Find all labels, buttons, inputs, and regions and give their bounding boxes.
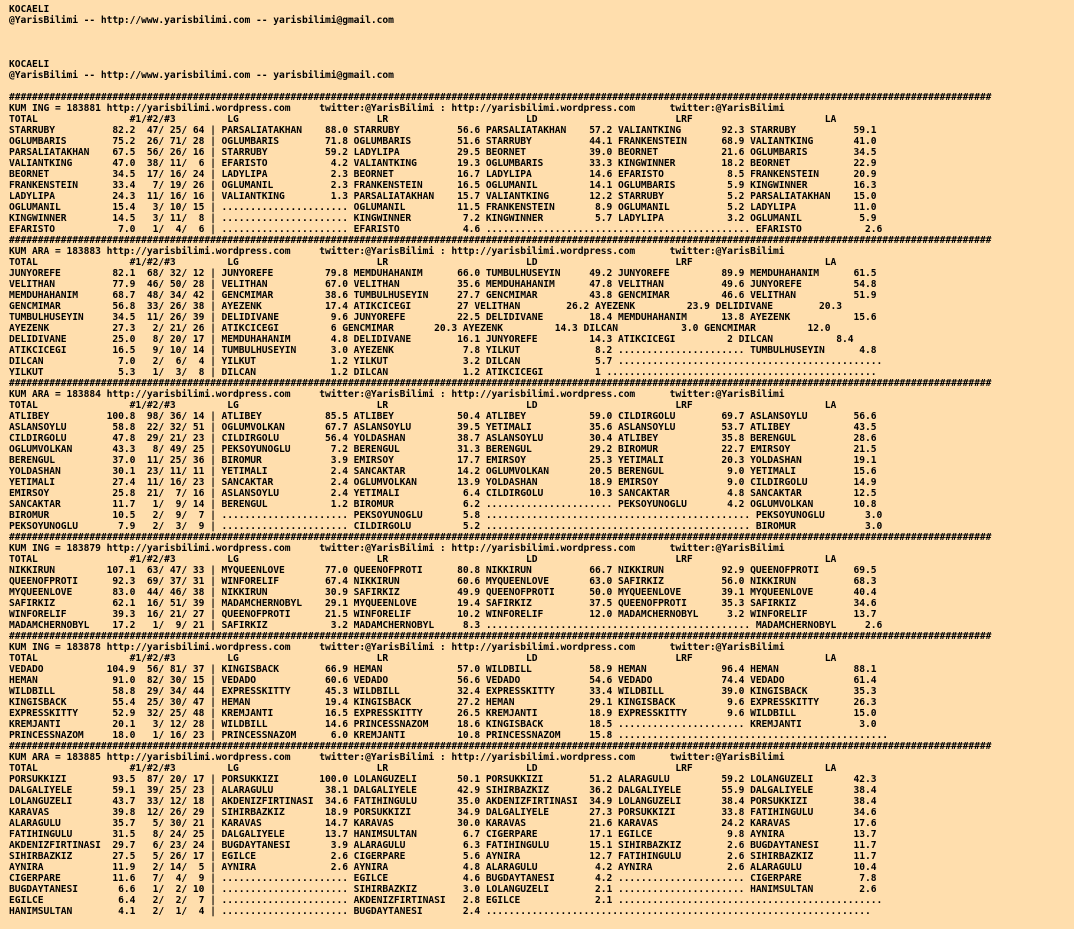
horse-row: PORSUKKIZI 93.5 87/ 20/ 17 | PORSUKKIZI 100.0 LOLANGUZELI 50.1 PORSUKKIZI 51.2 ALARAGULU 59.2 LOLANGUZELI 42.3 (9, 774, 877, 785)
race-header: KUM ING = 183879 http://yarisbilimi.wordpress.com twitter:@YarisBilimi : http://yarisbilimi.wordpress.com twitter:@YarisBilimi (9, 543, 785, 554)
separator-line: ########################################################################################################################################################################### (9, 235, 992, 246)
horse-row: PEKSOYUNOGLU 7.9 2/ 3/ 9 | ...................... CILDIRGOLU 5.2 .............................................. BIROMUR 3.0 (9, 521, 883, 532)
horse-row: ATIKCICEGI 16.5 9/ 10/ 14 | TUMBULHUSEYIN 3.0 AYEZENK 7.8 YILKUT 8.2 ...................... TUMBULHUSEYIN 4.8 (9, 345, 877, 356)
horse-row: YETIMALI 27.4 11/ 16/ 23 | SANCAKTAR 2.4 OGLUMVOLKAN 13.9 YOLDASHAN 18.9 EMIRSOY 9.0 CILDIRGOLU 14.9 (9, 477, 877, 488)
horse-row: EGILCE 6.4 2/ 2/ 7 | ...................... AKDENIZFIRTINASI 2.8 EGILCE 2.1 .............................................. (9, 895, 883, 906)
horse-row: PRINCESSNAZOM 18.0 1/ 16/ 23 | PRINCESSNAZOM 6.0 KREMJANTI 10.8 PRINCESSNAZOM 15.8 ............................................... (9, 730, 888, 741)
city-title: KOCAELI (9, 59, 50, 70)
column-headers: TOTAL #1/#2/#3 LG LR LD LRF LA (9, 400, 837, 411)
horse-row: ALARAGULU 35.7 5/ 30/ 21 | KARAVAS 14.7 KARAVAS 30.0 KARAVAS 21.6 KARAVAS 24.2 KARAVAS 17.6 (9, 818, 877, 829)
horse-row: DELIDIVANE 25.0 8/ 20/ 17 | MEMDUHAHANIM 4.8 DELIDIVANE 16.1 JUNYOREFE 14.3 ATIKCICEGI 2 DILCAN 8.4 (9, 334, 854, 345)
horse-row: VEDADO 104.9 56/ 81/ 37 | KINGISBACK 66.9 HEMAN 57.0 WILDBILL 58.9 HEMAN 96.4 HEMAN 88.1 (9, 664, 877, 675)
horse-row: AKDENIZFIRTINASI 29.7 6/ 23/ 24 | BUGDAYTANESI 3.9 ALARAGULU 6.3 FATIHINGULU 15.1 SIHIRBAZKIZ 2.6 BUGDAYTANESI 11.7 (9, 840, 877, 851)
horse-row: KINGWINNER 14.5 3/ 11/ 8 | ...................... KINGWINNER 7.2 KINGWINNER 5.7 LADYLIPA 3.2 OGLUMANIL 5.9 (9, 213, 877, 224)
horse-row: VALIANTKING 47.0 38/ 11/ 6 | EFARISTO 4.2 VALIANTKING 19.3 OGLUMBARIS 33.3 KINGWINNER 18.2 BEORNET 22.9 (9, 158, 877, 169)
horse-row: SANCAKTAR 11.7 1/ 9/ 14 | BERENGUL 1.2 BIROMUR 6.2 ...................... PEKSOYUNOGLU 4.2 OGLUMVOLKAN 10.8 (9, 499, 877, 510)
horse-row: YOLDASHAN 30.1 23/ 11/ 11 | YETIMALI 2.4 SANCAKTAR 14.2 OGLUMVOLKAN 20.5 BERENGUL 9.0 YETIMALI 15.6 (9, 466, 877, 477)
blank-line (9, 26, 1074, 37)
horse-row: SAFIRKIZ 62.1 16/ 51/ 39 | MADAMCHERNOBYL 29.1 MYQUEENLOVE 19.4 SAFIRKIZ 37.5 QUEENOFPROTI 35.3 SAFIRKIZ 34.6 (9, 598, 877, 609)
horse-row: OGLUMVOLKAN 43.3 8/ 49/ 25 | PEKSOYUNOGLU 7.2 BERENGUL 31.3 BERENGUL 29.2 BIROMUR 22.7 EMIRSOY 21.5 (9, 444, 877, 455)
horse-row: AYNIRA 11.9 2/ 14/ 5 | AYNIRA 2.6 AYNIRA 4.8 ALARAGULU 4.2 AYNIRA 2.6 ALARAGULU 10.4 (9, 862, 877, 873)
horse-row: BIROMUR 10.5 2/ 9/ 7 | ...................... PEKSOYUNOGLU 5.8 .............................................. PEKSOYUNOGLU 3.0 (9, 510, 883, 521)
separator-line: ########################################################################################################################################################################### (9, 741, 992, 752)
horse-row: AYEZENK 27.3 2/ 21/ 26 | ATIKCICEGI 6 GENCMIMAR 20.3 AYEZENK 14.3 DILCAN 3.0 GENCMIMAR 12.0 (9, 323, 831, 334)
race-header: KUM ING = 183881 http://yarisbilimi.wordpress.com twitter:@YarisBilimi : http://yarisbilimi.wordpress.com twitter:@YarisBilimi (9, 103, 785, 114)
horse-row: SIHIRBAZKIZ 27.5 5/ 26/ 17 | EGILCE 2.6 CIGERPARE 5.6 AYNIRA 12.7 FATIHINGULU 2.6 SIHIRBAZKIZ 11.7 (9, 851, 877, 862)
horse-row: MADAMCHERNOBYL 17.2 1/ 9/ 21 | SAFIRKIZ 3.2 MADAMCHERNOBYL 8.3 .............................................. MADAMCHERNOBYL 2.6 (9, 620, 883, 631)
separator-line: ########################################################################################################################################################################### (9, 92, 992, 103)
separator-line: ########################################################################################################################################################################### (9, 378, 992, 389)
horse-row: EXPRESSKITTY 52.9 32/ 25/ 48 | KREMJANTI 16.5 EXPRESSKITTY 26.5 KREMJANTI 18.9 EXPRESSKITTY 9.6 WILDBILL 15.0 (9, 708, 877, 719)
horse-row: DILCAN 7.0 2/ 6/ 4 | YILKUT 1.2 YILKUT 3.2 DILCAN 5.7 .............................................. (9, 356, 883, 367)
horse-row: DALGALIYELE 59.1 39/ 25/ 23 | ALARAGULU 38.1 DALGALIYELE 42.9 SIHIRBAZKIZ 36.2 DALGALIYELE 55.9 DALGALIYELE 38.4 (9, 785, 877, 796)
horse-row: CILDIRGOLU 47.8 29/ 21/ 23 | CILDIRGOLU 56.4 YOLDASHAN 38.7 ASLANSOYLU 30.4 ATLIBEY 35.8 BERENGUL 28.6 (9, 433, 877, 444)
horse-row: CIGERPARE 11.6 7/ 4/ 9 | ...................... EGILCE 4.6 BUGDAYTANESI 4.2 ...................... CIGERPARE 7.8 (9, 873, 877, 884)
horse-row: HEMAN 91.0 82/ 30/ 15 | VEDADO 60.6 VEDADO 56.6 VEDADO 54.6 VEDADO 74.4 VEDADO 61.4 (9, 675, 877, 686)
column-headers: TOTAL #1/#2/#3 LG LR LD LRF LA (9, 653, 837, 664)
horse-row: OGLUMANIL 15.4 3/ 10/ 15 | ...................... OGLUMANIL 11.5 FRANKENSTEIN 8.9 OGLUMANIL 5.2 LADYLIPA 11.0 (9, 202, 877, 213)
column-headers: TOTAL #1/#2/#3 LG LR LD LRF LA (9, 554, 837, 565)
horse-row: OGLUMBARIS 75.2 26/ 71/ 28 | OGLUMBARIS 71.8 OGLUMBARIS 51.6 STARRUBY 44.1 FRANKENSTEIN 68.9 VALIANTKING 41.0 (9, 136, 877, 147)
horse-row: WINFORELIF 39.3 16/ 21/ 27 | QUEENOFPROTI 21.5 WINFORELIF 10.2 WINFORELIF 12.0 MADAMCHERNOBYL 3.2 WINFORELIF 13.7 (9, 609, 877, 620)
horse-row: YILKUT 5.3 1/ 3/ 8 | DILCAN 1.2 DILCAN 1.2 ATIKCICEGI 1 ............................................... (9, 367, 877, 378)
horse-row: BERENGUL 37.0 11/ 25/ 36 | BIROMUR 3.9 EMIRSOY 17.7 EMIRSOY 25.3 YETIMALI 20.3 YOLDASHAN 19.1 (9, 455, 877, 466)
city-title: KOCAELI (9, 4, 50, 15)
horse-row: FRANKENSTEIN 33.4 7/ 19/ 26 | OGLUMANIL 2.3 FRANKENSTEIN 16.5 OGLUMANIL 14.1 OGLUMBARIS 5.9 KINGWINNER 16.3 (9, 180, 877, 191)
column-headers: TOTAL #1/#2/#3 LG LR LD LRF LA (9, 114, 837, 125)
column-headers: TOTAL #1/#2/#3 LG LR LD LRF LA (9, 257, 837, 268)
horse-row: JUNYOREFE 82.1 68/ 32/ 12 | JUNYOREFE 79.8 MEMDUHAHANIM 66.0 TUMBULHUSEYIN 49.2 JUNYOREFE 89.9 MEMDUHAHANIM 61.5 (9, 268, 877, 279)
horse-row: NIKKIRUN 107.1 63/ 47/ 33 | MYQUEENLOVE 77.0 QUEENOFPROTI 80.8 NIKKIRUN 66.7 NIKKIRUN 92.9 QUEENOFPROTI 69.5 (9, 565, 877, 576)
horse-row: WILDBILL 58.8 29/ 34/ 44 | EXPRESSKITTY 45.3 WILDBILL 32.4 EXPRESSKITTY 33.4 WILDBILL 39.0 KINGISBACK 35.3 (9, 686, 877, 697)
horse-row: TUMBULHUSEYIN 34.5 11/ 26/ 39 | DELIDIVANE 9.6 JUNYOREFE 22.5 DELIDIVANE 18.4 MEMDUHAHANIM 13.8 AYEZENK 15.6 (9, 312, 877, 323)
horse-row: LOLANGUZELI 43.7 33/ 12/ 18 | AKDENIZFIRTINASI 34.6 FATIHINGULU 35.0 AKDENIZFIRTINASI 34.9 LOLANGUZELI 38.4 PORSUKKIZI 38.4 (9, 796, 877, 807)
horse-row: KARAVAS 39.8 12/ 26/ 29 | SIHIRBAZKIZ 18.9 PORSUKKIZI 34.9 DALGALIYELE 27.3 PORSUKKIZI 33.8 FATIHINGULU 34.6 (9, 807, 877, 818)
horse-row: QUEENOFPROTI 92.3 69/ 37/ 31 | WINFORELIF 67.4 NIKKIRUN 60.6 MYQUEENLOVE 63.0 SAFIRKIZ 56.0 NIKKIRUN 68.3 (9, 576, 877, 587)
horse-row: MYQUEENLOVE 83.0 44/ 46/ 38 | NIKKIRUN 30.9 SAFIRKIZ 49.9 QUEENOFPROTI 50.0 MYQUEENLOVE 39.1 MYQUEENLOVE 40.4 (9, 587, 877, 598)
horse-row: VELITHAN 77.9 46/ 50/ 28 | VELITHAN 67.0 VELITHAN 35.6 MEMDUHAHANIM 47.8 VELITHAN 49.6 JUNYOREFE 54.8 (9, 279, 877, 290)
horse-row: STARRUBY 82.2 47/ 25/ 64 | PARSALIATAKHAN 88.0 STARRUBY 56.6 PARSALIATAKHAN 57.2 VALIANTKING 92.3 STARRUBY 59.1 (9, 125, 877, 136)
horse-row: KINGISBACK 55.4 25/ 30/ 47 | HEMAN 19.4 KINGISBACK 27.2 HEMAN 29.1 KINGISBACK 9.6 EXPRESSKITTY 26.3 (9, 697, 877, 708)
horse-row: ATLIBEY 100.8 98/ 36/ 14 | ATLIBEY 85.5 ATLIBEY 50.4 ATLIBEY 59.0 CILDIRGOLU 69.7 ASLANSOYLU 56.6 (9, 411, 877, 422)
separator-line: ########################################################################################################################################################################### (9, 631, 992, 642)
horse-row: MEMDUHAHANIM 68.7 48/ 34/ 42 | GENCMIMAR 38.6 TUMBULHUSEYIN 27.7 GENCMIMAR 43.8 GENCMIMAR 46.6 VELITHAN 51.9 (9, 290, 877, 301)
horse-row: KREMJANTI 20.1 3/ 12/ 28 | WILDBILL 14.6 PRINCESSNAZOM 18.6 KINGISBACK 18.5 ...................... KREMJANTI 3.0 (9, 719, 877, 730)
horse-row: HANIMSULTAN 4.1 2/ 1/ 4 | ...................... BUGDAYTANESI 2.4 ................................................................... (9, 906, 871, 917)
column-headers: TOTAL #1/#2/#3 LG LR LD LRF LA (9, 763, 837, 774)
contact-line: @YarisBilimi -- http://www.yarisbilimi.com -- yarisbilimi@gmail.com (9, 70, 394, 81)
race-header: KUM ARA = 183884 http://yarisbilimi.wordpress.com twitter:@YarisBilimi : http://yarisbilimi.wordpress.com twitter:@YarisBilimi (9, 389, 785, 400)
horse-row: LADYLIPA 24.3 11/ 16/ 16 | VALIANTKING 1.3 PARSALIATAKHAN 15.7 VALIANTKING 12.2 STARRUBY 5.2 PARSALIATAKHAN 15.0 (9, 191, 877, 202)
horse-row: FATIHINGULU 31.5 8/ 24/ 25 | DALGALIYELE 13.7 HANIMSULTAN 6.7 CIGERPARE 17.1 EGILCE 9.8 AYNIRA 13.7 (9, 829, 877, 840)
separator-line: ########################################################################################################################################################################### (9, 532, 992, 543)
horse-row: GENCMIMAR 56.8 33/ 26/ 38 | AYEZENK 17.4 ATIKCICEGI 27 VELITHAN 26.2 AYEZENK 23.9 DELIDIVANE 20.3 (9, 301, 842, 312)
horse-row: PARSALIATAKHAN 67.5 56/ 26/ 16 | STARRUBY 59.2 LADYLIPA 29.5 BEORNET 39.0 BEORNET 21.6 OGLUMBARIS 34.5 (9, 147, 877, 158)
blank-line (9, 48, 1074, 59)
horse-row: BUGDAYTANESI 6.6 1/ 2/ 10 | ...................... SIHIRBAZKIZ 3.0 LOLANGUZELI 2.1 ...................... HANIMSULTAN 2.6 (9, 884, 877, 895)
horse-row: EMIRSOY 25.8 21/ 7/ 16 | ASLANSOYLU 2.4 YETIMALI 6.4 CILDIRGOLU 10.3 SANCAKTAR 4.8 SANCAKTAR 12.5 (9, 488, 877, 499)
horse-row: ASLANSOYLU 58.8 22/ 32/ 51 | OGLUMVOLKAN 67.7 ASLANSOYLU 39.5 YETIMALI 35.6 ASLANSOYLU 53.7 ATLIBEY 43.5 (9, 422, 877, 433)
contact-line: @YarisBilimi -- http://www.yarisbilimi.com -- yarisbilimi@gmail.com (9, 15, 394, 26)
race-header: KUM ARA = 183885 http://yarisbilimi.wordpress.com twitter:@YarisBilimi : http://yarisbilimi.wordpress.com twitter:@YarisBilimi (9, 752, 785, 763)
race-header: KUM ING = 183878 http://yarisbilimi.wordpress.com twitter:@YarisBilimi : http://yarisbilimi.wordpress.com twitter:@YarisBilimi (9, 642, 785, 653)
blank-line (9, 37, 1074, 48)
race-header: KUM ARA = 183883 http://yarisbilimi.wordpress.com twitter:@YarisBilimi : http://yarisbilimi.wordpress.com twitter:@YarisBilimi (9, 246, 785, 257)
horse-row: BEORNET 34.5 17/ 16/ 24 | LADYLIPA 2.3 BEORNET 16.7 LADYLIPA 14.6 EFARISTO 8.5 FRANKENSTEIN 20.9 (9, 169, 877, 180)
blank-line (9, 81, 1074, 92)
horse-row: EFARISTO 7.0 1/ 4/ 6 | ...................... EFARISTO 4.6 .............................................. EFARISTO 2.6 (9, 224, 883, 235)
